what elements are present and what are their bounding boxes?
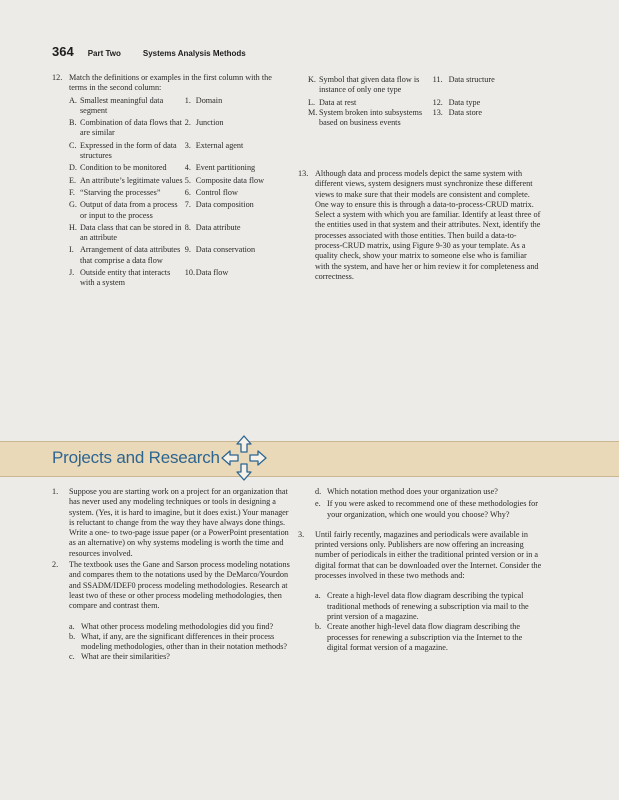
matching-row [308,75,538,96]
sub-text: What, if any, are the significant differences in their process modeling methodologies, other than in their notation methods? [81,631,288,652]
subquestion [69,632,290,653]
term-number: 9. [184,245,191,255]
sub-text: Which notation method does your organization use? [327,487,498,496]
matching-row [69,163,288,173]
matching-row [308,98,538,108]
term: Data structure [448,75,495,84]
matching-row [69,200,288,221]
row-key: A. [69,95,77,105]
row-key: B. [69,118,77,128]
matching-row [69,96,288,117]
term: Data flow [195,268,229,278]
page-number: 364 [52,44,74,59]
row-key: I. [69,245,74,255]
row-key: D. [69,163,77,173]
sub-text: If you were asked to recommend one of these methodologies for your organization, which one would you choose? Why? [327,499,538,519]
project-number: 2. [52,560,59,570]
term: Data attribute [195,222,241,232]
sub-text: Create another high-level data flow diagram describing the processes for renewing a subscription via the Internet to the digital format version of a magazine. [327,622,523,652]
definition: Condition to be monitored [80,163,167,173]
sub-key: a. [69,621,75,631]
question-text: Match the definitions or examples in the first column with the terms in the second column: [69,73,272,93]
row-key: J. [69,268,75,278]
sub-key: d. [315,487,322,496]
project-1 [52,487,290,559]
subquestion [69,652,290,662]
question-13 [298,169,543,282]
project-2-subquestions-continued [298,487,543,520]
row-key: G. [69,200,77,210]
project-2 [52,560,290,611]
term: Data store [448,107,483,117]
project-3-subquestions [298,591,543,653]
matching-table [52,96,288,289]
sub-key: c. [69,652,75,662]
term-number: 4. [184,163,191,173]
project-3 [298,530,543,581]
matching-row [69,223,288,244]
term-number: 3. [184,140,191,150]
definition: System broken into subsystems based on business events [319,107,423,128]
sub-key: b. [315,622,322,632]
definition: An attribute’s legitimate values [80,175,183,185]
row-key: K. [308,75,316,84]
term-number: 1. [184,95,191,105]
question-12-continued [308,75,538,128]
row-key: L. [308,97,316,107]
term: Composite data flow [195,175,264,185]
subquestion [315,622,543,653]
term: Data conservation [195,245,256,255]
projects-right-column [298,487,543,653]
sub-key: b. [69,631,76,641]
matching-row [69,245,288,266]
question-number: 12. [52,73,63,82]
project-number: 1. [52,487,59,496]
row-key: H. [69,222,77,232]
subquestion [315,499,543,520]
question-12 [52,73,288,289]
chapter-title: Systems Analysis Methods [142,49,246,58]
matching-row [69,141,288,162]
four-arrows-icon [218,432,270,484]
matching-row [308,108,538,129]
term-number: 5. [184,175,191,185]
section-title: Projects and Research [52,448,220,467]
sub-text: What other process modeling methodologies did you find? [81,621,274,631]
subquestion [315,591,543,622]
matching-row [69,118,288,139]
term-number: 6. [184,187,191,197]
term-number: 2. [184,118,191,128]
definition: Output of data from a process or input to the process [80,200,178,220]
sub-text: Create a high-level data flow diagram describing the typical traditional methods of renewing a subscription via mail to the print version of a magazine. [327,591,529,621]
row-key: F. [69,187,75,197]
project-text: The textbook uses the Gane and Sarson process modeling notations and compares them to the notations used by the DeMarco/Yourdon and SSADM/IDEF0 process modeling methodologies. Research at least two of these or other process modeling methodologies, then compare and contrast them. [69,560,290,611]
subquestion [315,487,543,497]
term-number: 13. [432,107,443,117]
definition: Expressed in the form of data structures [80,140,177,161]
definition: Data class that can be stored in an attribute [80,222,182,243]
sub-text: What are their similarities? [81,652,170,662]
project-text: Suppose you are starting work on a project for an organization that has never used any modeling techniques or tools in designing a system. (Yes, it is hard to imagine, but it does exist.) Your manager is reluctant to change from the way they have always done things. Write a one- to two-page issue paper (or a PowerPoint presentation as an alternative) on why systems modeling is worth the time and resources involved. [69,487,289,558]
definition: Arrangement of data attributes that comprise a data flow [80,245,181,265]
definition: Data at rest [319,97,357,107]
project-2-subquestions [52,622,290,663]
term: Event partitioning [195,163,256,173]
part-label: Part Two [87,49,121,58]
term: Data composition [195,200,254,210]
project-number: 3. [298,529,305,539]
definition: Smallest meaningful data segment [80,95,164,115]
definition: Symbol that given data flow is instance of only one type [319,75,420,95]
question-number: 13. [298,169,309,178]
subquestion [69,622,290,632]
term: Junction [195,118,224,128]
sub-key: e. [315,499,321,509]
definition: “Starving the processes” [80,187,161,197]
row-key: M. [308,107,318,117]
project-text: Until fairly recently, magazines and periodicals were available in printed versions only. Publishers are now offering an increasing number of periodicals in either the traditional printed version or in a digital format that can be downloaded over the Internet. Consider the processes involved in these two methods and: [315,529,542,581]
term: Domain [195,95,223,105]
matching-row [69,176,288,186]
term-number: 10. [184,268,196,278]
term-number: 7. [184,200,191,210]
definition: Combination of data flows that are similar [80,118,182,138]
term-number: 12. [432,97,443,107]
row-key: E. [69,175,77,185]
matching-row [69,188,288,198]
projects-left-column [52,487,290,663]
matching-row [69,268,288,289]
question-text: Although data and process models depict the same system with different views, system designers must synchronize these different views to make sure that their models are consistent and complete. One way to ensure this is through a data-to-process-CRUD matrix. Select a system with which you are familiar. Identify at least three of the entities used in that system and their attributes. Next, identify the processes associated with those entities. Then build a data-to-process-CRUD matrix, using Figure 9-30 as your template. As a quality check, show your matrix to someone else who is familiar with the system, and have her or him review it for completeness and correctness. [315,169,541,281]
term: Control flow [195,187,238,197]
term: Data type [448,97,481,107]
term-number: 11. [432,75,443,84]
row-key: C. [69,140,77,150]
term: External agent [195,140,244,150]
term-number: 8. [184,222,191,232]
definition: Outside entity that interacts with a system [80,268,171,288]
running-header [52,44,246,59]
sub-key: a. [315,591,321,601]
